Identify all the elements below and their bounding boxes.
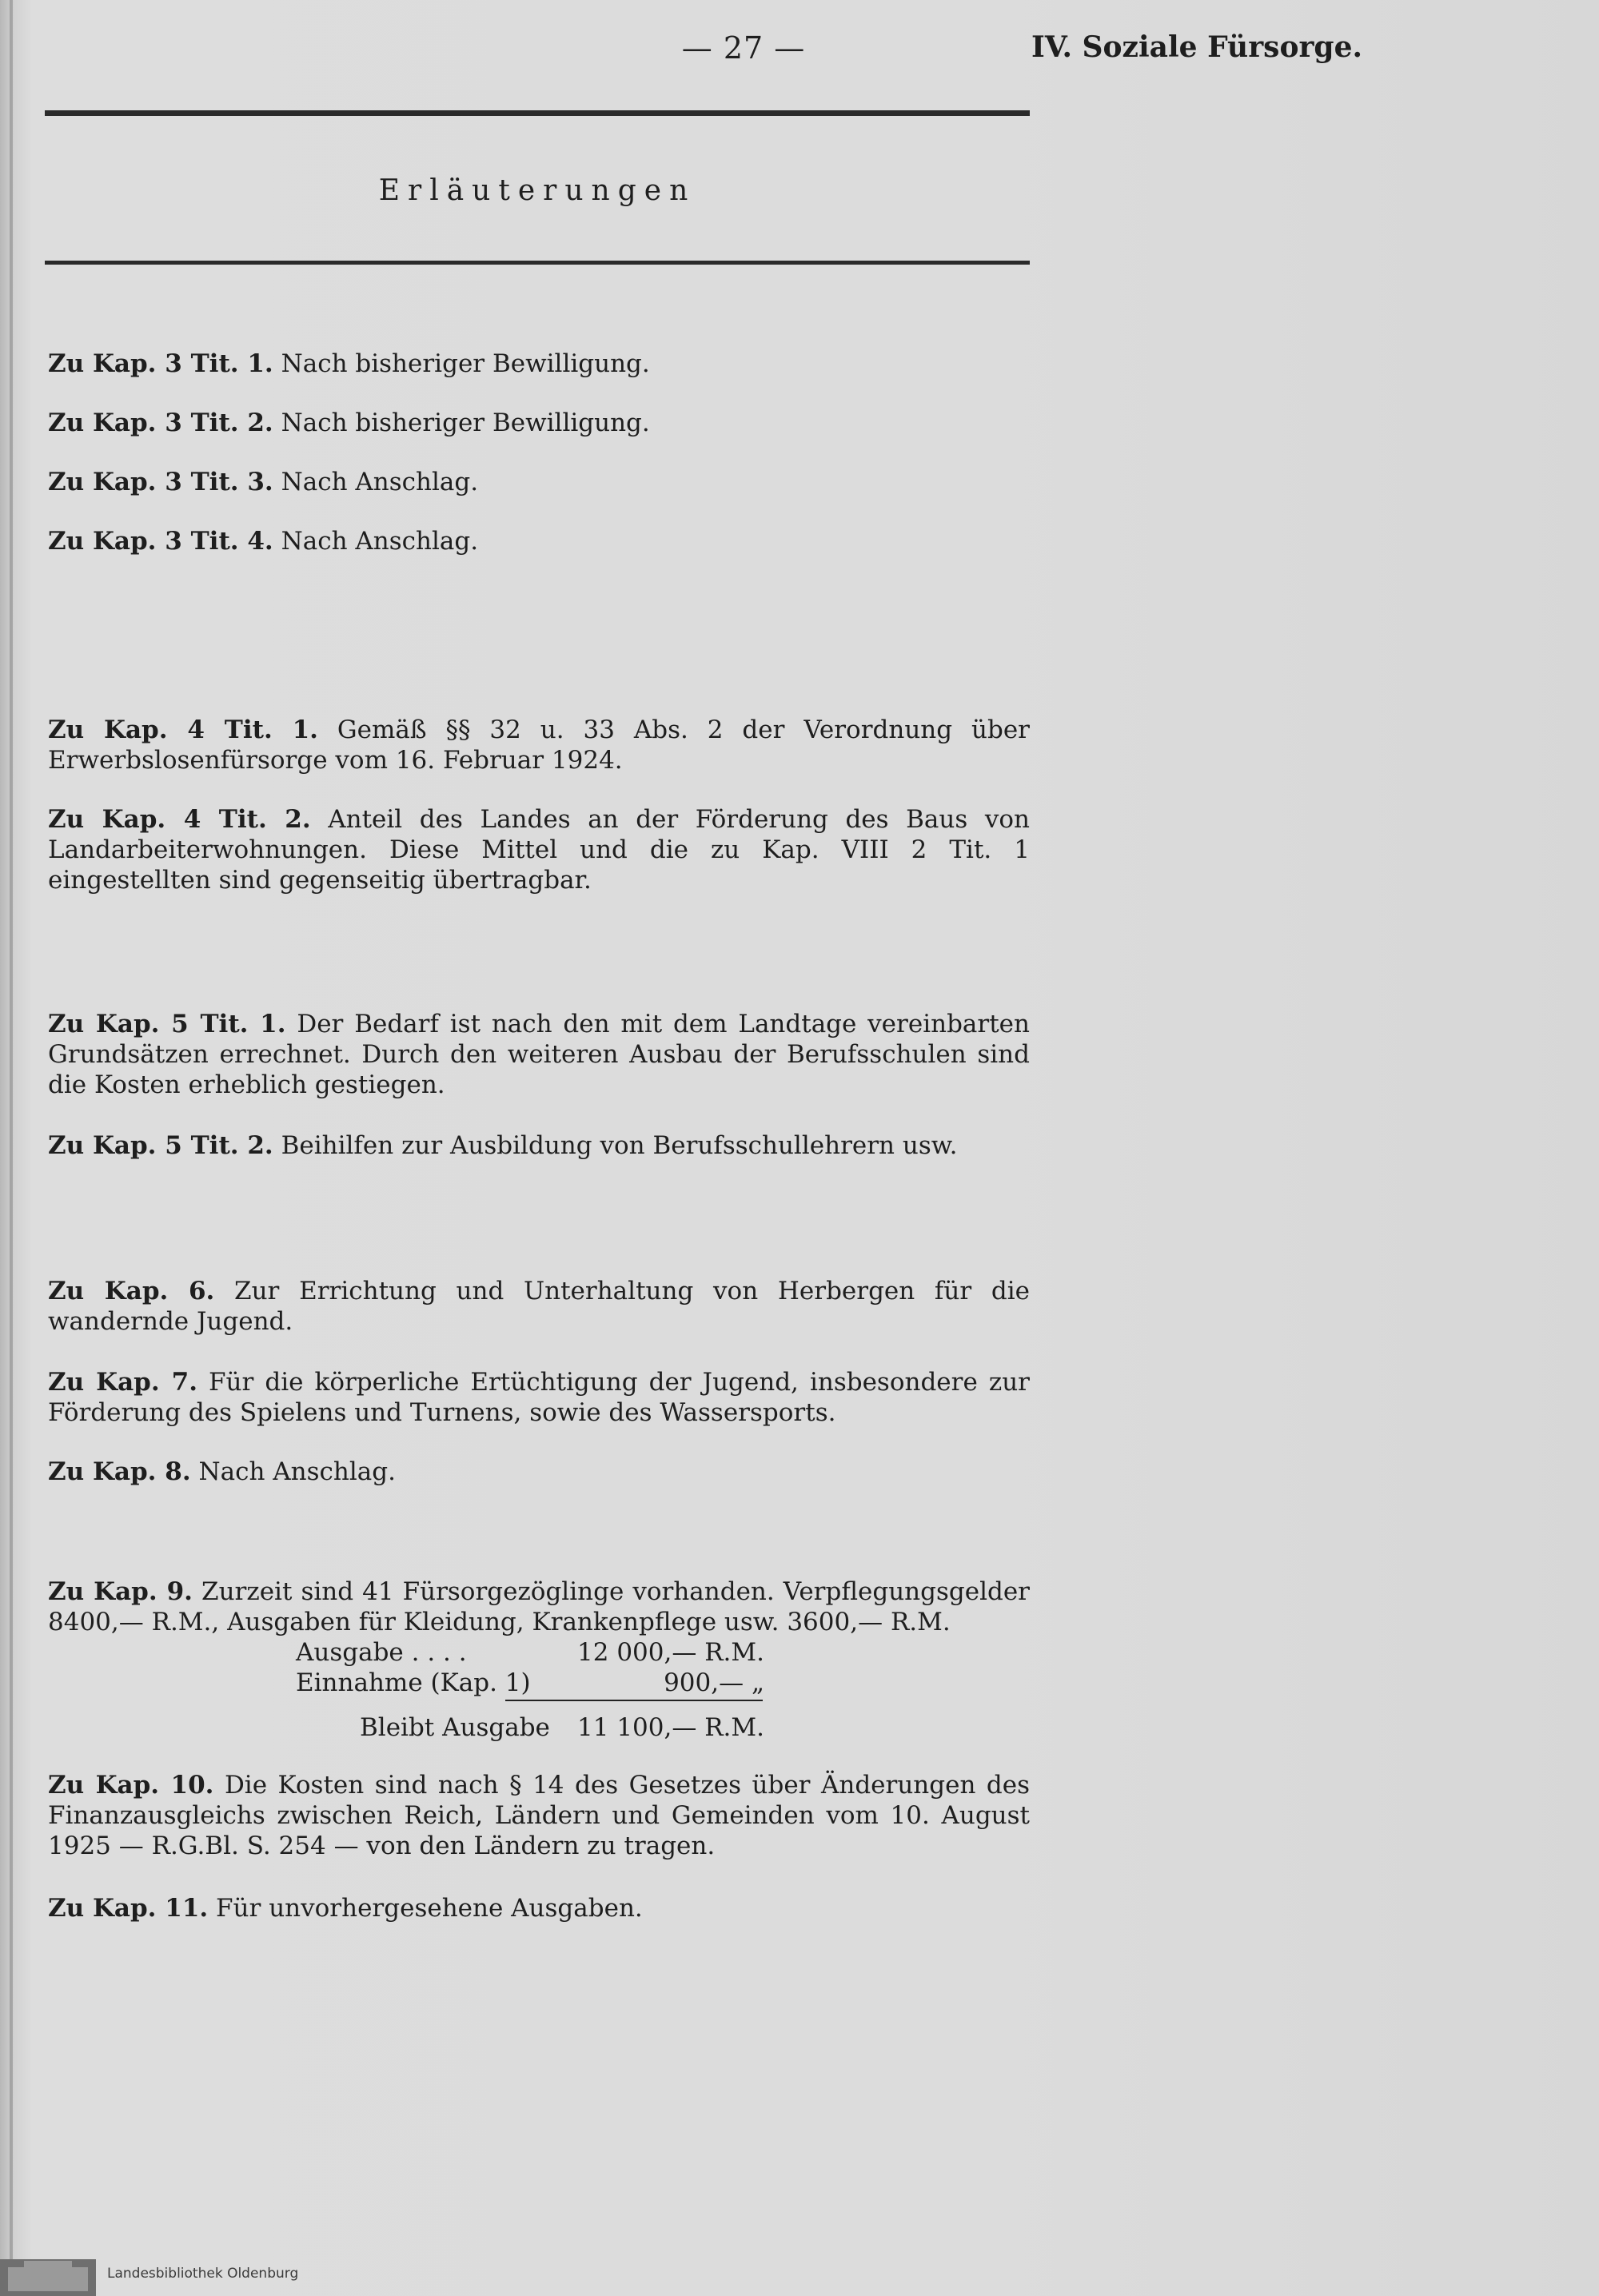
- note-reference: Zu Kap. 4 Tit. 2.: [48, 805, 311, 834]
- note-reference: Zu Kap. 5 Tit. 1.: [48, 1010, 286, 1038]
- calc-label: Ausgabe . . . .: [296, 1638, 467, 1667]
- note-kap8: [48, 1457, 1030, 1487]
- note-text: Nach Anschlag.: [198, 1457, 396, 1486]
- calc-label: Bleibt Ausgabe: [360, 1713, 550, 1742]
- note-kap4-tit2: [48, 804, 1030, 895]
- calc-amount: 900,— „: [664, 1668, 764, 1697]
- note-text: Zurzeit sind 41 Fürsorgezöglinge vorhanden. Verpflegungsgelder 8400,— R.M., Ausgaben für Kleidung, Krankenpflege usw. 3600,— R.M.: [48, 1577, 1030, 1636]
- section-title: IV. Soziale Fürsorge.: [1031, 30, 1363, 64]
- library-logo: [0, 2259, 96, 2296]
- note-kap3-tit4: [48, 526, 1030, 556]
- note-reference: Zu Kap. 3 Tit. 4.: [48, 527, 273, 556]
- page-number: — 27 —: [681, 30, 806, 66]
- calc-label: Einnahme (Kap. 1): [296, 1668, 531, 1697]
- note-text: Nach bisheriger Bewilligung.: [281, 349, 650, 378]
- note-kap3-tit2: [48, 408, 1030, 438]
- note-reference: Zu Kap. 4 Tit. 1.: [48, 716, 318, 744]
- page-heading: Erläuterungen: [378, 174, 696, 207]
- note-reference: Zu Kap. 3 Tit. 3.: [48, 468, 273, 496]
- note-kap3-tit1: [48, 349, 1030, 379]
- note-reference: Zu Kap. 5 Tit. 2.: [48, 1131, 273, 1160]
- note-text: Der Bedarf ist nach den mit dem Landtage vereinbarten Grundsätzen errechnet. Durch den weiteren Ausbau der Berufsschulen sind die Kosten erheblich gestiegen.: [48, 1010, 1030, 1099]
- calc-amount: 12 000,— R.M.: [577, 1638, 764, 1667]
- note-kap10: [48, 1770, 1030, 1861]
- note-text: Anteil des Landes an der Förderung des Baus von Landarbeiterwohnungen. Diese Mittel und die zu Kap. VIII 2 Tit. 1 eingestellten sind gegenseitig übertragbar.: [48, 805, 1031, 895]
- note-text: Beihilfen zur Ausbildung von Berufsschullehrern usw.: [281, 1131, 958, 1160]
- note-kap7: [48, 1367, 1030, 1428]
- note-text: Nach Anschlag.: [281, 527, 479, 556]
- calc-amount: 11 100,— R.M.: [577, 1713, 764, 1742]
- note-reference: Zu Kap. 7.: [48, 1368, 197, 1397]
- note-kap4-tit1: [48, 715, 1030, 775]
- book-spine-shadow: [10, 0, 13, 2296]
- calc-row-bleibt: [296, 1712, 764, 1743]
- note-kap9: [48, 1577, 1030, 1637]
- top-rule: [45, 110, 1030, 116]
- note-kap5-tit1: [48, 1009, 1030, 1100]
- note-kap5-tit2: [48, 1130, 1030, 1161]
- note-text: Für unvorhergesehene Ausgaben.: [216, 1894, 643, 1923]
- note-reference: Zu Kap. 10.: [48, 1771, 214, 1800]
- calc-row-einnahme: [296, 1668, 764, 1698]
- note-kap3-tit3: [48, 467, 1030, 497]
- cost-calculation: [296, 1637, 764, 1743]
- note-reference: Zu Kap. 11.: [48, 1894, 209, 1923]
- note-reference: Zu Kap. 9.: [48, 1577, 193, 1606]
- note-reference: Zu Kap. 8.: [48, 1457, 191, 1486]
- heading-rule: [45, 261, 1030, 265]
- calc-row-ausgabe: [296, 1637, 764, 1668]
- note-text: Gemäß §§ 32 u. 33 Abs. 2 der Verordnung über Erwerbslosenfürsorge vom 16. Februar 1924.: [48, 716, 1030, 775]
- note-kap11: [48, 1893, 1030, 1923]
- note-reference: Zu Kap. 3 Tit. 2.: [48, 409, 273, 437]
- note-kap6: [48, 1276, 1030, 1337]
- note-text: Für die körperliche Ertüchtigung der Jugend, insbesondere zur Förderung des Spielens und Turnens, sowie des Wassersports.: [48, 1368, 1030, 1427]
- note-text: Nach bisheriger Bewilligung.: [281, 409, 650, 437]
- note-text: Die Kosten sind nach § 14 des Gesetzes über Änderungen des Finanzausgleichs zwischen Reich, Ländern und Gemeinden vom 10. August 1925 — R.G.Bl. S. 254 — von den Ländern zu tragen.: [48, 1771, 1031, 1860]
- note-reference: Zu Kap. 6.: [48, 1277, 215, 1305]
- library-credit: Landesbibliothek Oldenburg: [107, 2266, 299, 2282]
- note-reference: Zu Kap. 3 Tit. 1.: [48, 349, 273, 378]
- sum-rule: [505, 1700, 763, 1701]
- building-icon: [8, 2267, 88, 2291]
- note-text: Nach Anschlag.: [281, 468, 479, 496]
- note-text: Zur Errichtung und Unterhaltung von Herbergen für die wandernde Jugend.: [48, 1277, 1031, 1336]
